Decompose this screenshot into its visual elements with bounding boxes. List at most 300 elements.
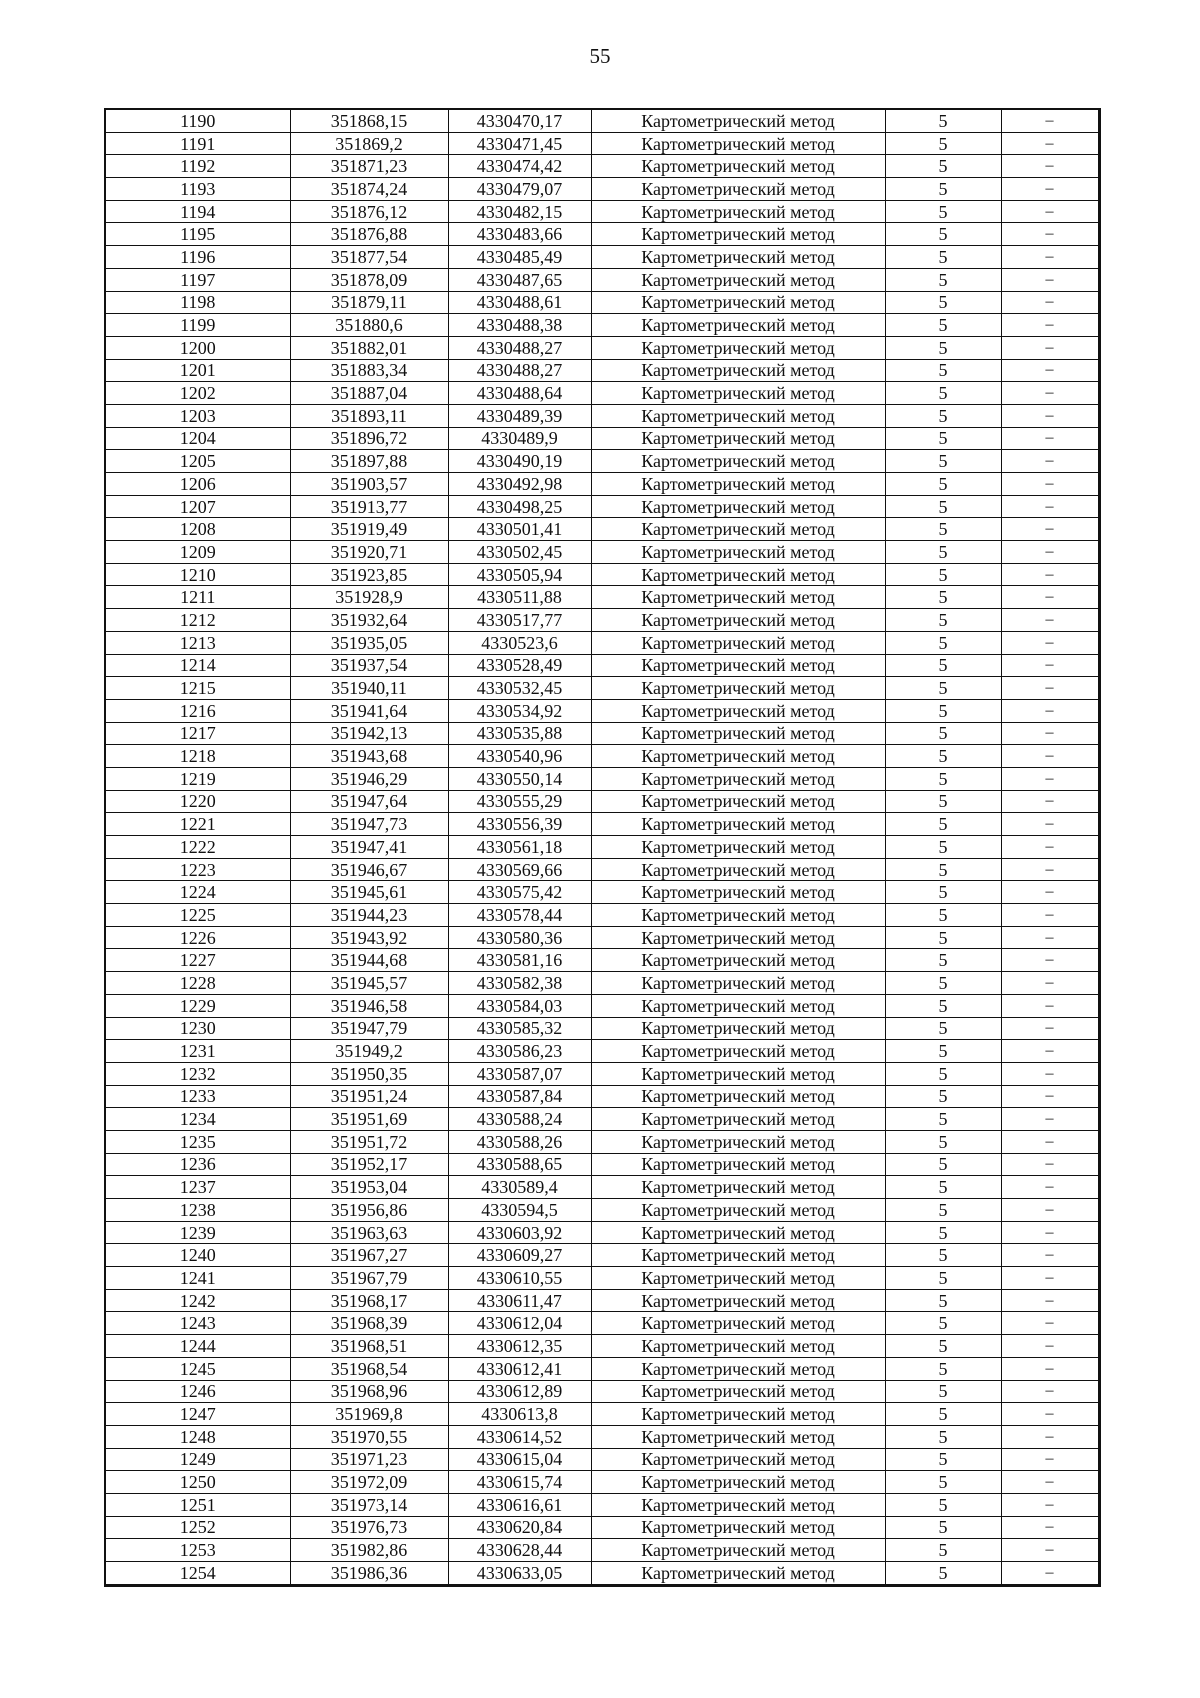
table-row [105, 223, 1099, 246]
note-cell: – [1001, 631, 1099, 654]
note-cell: – [1001, 1357, 1099, 1380]
point-number-cell: 1202 [105, 382, 290, 405]
accuracy-cell: 5 [885, 314, 1001, 337]
y-coordinate-cell: 4330470,17 [448, 109, 591, 132]
x-coordinate-cell: 351893,11 [290, 404, 448, 427]
accuracy-cell: 5 [885, 926, 1001, 949]
table-row [105, 1062, 1099, 1085]
table-row [105, 1153, 1099, 1176]
y-coordinate-cell: 4330528,49 [448, 654, 591, 677]
accuracy-cell: 5 [885, 677, 1001, 700]
point-number-cell: 1205 [105, 450, 290, 473]
accuracy-cell: 5 [885, 1267, 1001, 1290]
note-cell: – [1001, 1108, 1099, 1131]
y-coordinate-cell: 4330578,44 [448, 904, 591, 927]
note-cell: – [1001, 745, 1099, 768]
accuracy-cell: 5 [885, 1085, 1001, 1108]
point-number-cell: 1194 [105, 200, 290, 223]
method-cell: Картометрический метод [591, 200, 885, 223]
method-cell: Картометрический метод [591, 132, 885, 155]
x-coordinate-cell: 351952,17 [290, 1153, 448, 1176]
method-cell: Картометрический метод [591, 518, 885, 541]
y-coordinate-cell: 4330488,38 [448, 314, 591, 337]
x-coordinate-cell: 351951,69 [290, 1108, 448, 1131]
note-cell: – [1001, 1130, 1099, 1153]
method-cell: Картометрический метод [591, 1040, 885, 1063]
x-coordinate-cell: 351947,73 [290, 813, 448, 836]
point-number-cell: 1209 [105, 541, 290, 564]
x-coordinate-cell: 351945,61 [290, 881, 448, 904]
method-cell: Картометрический метод [591, 336, 885, 359]
accuracy-cell: 5 [885, 200, 1001, 223]
point-number-cell: 1241 [105, 1267, 290, 1290]
note-cell: – [1001, 473, 1099, 496]
method-cell: Картометрический метод [591, 1562, 885, 1586]
note-cell: – [1001, 291, 1099, 314]
table-row [105, 1493, 1099, 1516]
table-row [105, 767, 1099, 790]
note-cell: – [1001, 813, 1099, 836]
x-coordinate-cell: 351883,34 [290, 359, 448, 382]
y-coordinate-cell: 4330588,24 [448, 1108, 591, 1131]
point-number-cell: 1220 [105, 790, 290, 813]
method-cell: Картометрический метод [591, 359, 885, 382]
point-number-cell: 1237 [105, 1176, 290, 1199]
accuracy-cell: 5 [885, 1448, 1001, 1471]
note-cell: – [1001, 359, 1099, 382]
table-row [105, 1471, 1099, 1494]
y-coordinate-cell: 4330609,27 [448, 1244, 591, 1267]
note-cell: – [1001, 949, 1099, 972]
table-row [105, 654, 1099, 677]
x-coordinate-cell: 351946,29 [290, 767, 448, 790]
y-coordinate-cell: 4330490,19 [448, 450, 591, 473]
accuracy-cell: 5 [885, 450, 1001, 473]
note-cell: – [1001, 314, 1099, 337]
table-row [105, 1425, 1099, 1448]
y-coordinate-cell: 4330588,26 [448, 1130, 591, 1153]
x-coordinate-cell: 351968,54 [290, 1357, 448, 1380]
y-coordinate-cell: 4330561,18 [448, 836, 591, 859]
x-coordinate-cell: 351968,51 [290, 1335, 448, 1358]
method-cell: Картометрический метод [591, 1108, 885, 1131]
note-cell: – [1001, 836, 1099, 859]
y-coordinate-cell: 4330587,07 [448, 1062, 591, 1085]
table-row [105, 609, 1099, 632]
x-coordinate-cell: 351940,11 [290, 677, 448, 700]
accuracy-cell: 5 [885, 1471, 1001, 1494]
point-number-cell: 1190 [105, 109, 290, 132]
y-coordinate-cell: 4330523,6 [448, 631, 591, 654]
method-cell: Картометрический метод [591, 654, 885, 677]
accuracy-cell: 5 [885, 1108, 1001, 1131]
note-cell: – [1001, 654, 1099, 677]
table-row [105, 926, 1099, 949]
table-row [105, 155, 1099, 178]
note-cell: – [1001, 382, 1099, 405]
method-cell: Картометрический метод [591, 1130, 885, 1153]
y-coordinate-cell: 4330488,61 [448, 291, 591, 314]
method-cell: Картометрический метод [591, 1335, 885, 1358]
x-coordinate-cell: 351923,85 [290, 563, 448, 586]
accuracy-cell: 5 [885, 836, 1001, 859]
note-cell: – [1001, 427, 1099, 450]
accuracy-cell: 5 [885, 631, 1001, 654]
accuracy-cell: 5 [885, 1493, 1001, 1516]
y-coordinate-cell: 4330483,66 [448, 223, 591, 246]
method-cell: Картометрический метод [591, 994, 885, 1017]
note-cell: – [1001, 268, 1099, 291]
table-row [105, 291, 1099, 314]
x-coordinate-cell: 351968,17 [290, 1289, 448, 1312]
y-coordinate-cell: 4330482,15 [448, 200, 591, 223]
note-cell: – [1001, 1176, 1099, 1199]
method-cell: Картометрический метод [591, 109, 885, 132]
y-coordinate-cell: 4330594,5 [448, 1199, 591, 1222]
table-row [105, 1312, 1099, 1335]
coordinates-table [104, 108, 1101, 1587]
accuracy-cell: 5 [885, 563, 1001, 586]
y-coordinate-cell: 4330580,36 [448, 926, 591, 949]
y-coordinate-cell: 4330620,84 [448, 1516, 591, 1539]
y-coordinate-cell: 4330492,98 [448, 473, 591, 496]
y-coordinate-cell: 4330485,49 [448, 246, 591, 269]
x-coordinate-cell: 351968,96 [290, 1380, 448, 1403]
accuracy-cell: 5 [885, 518, 1001, 541]
x-coordinate-cell: 351941,64 [290, 699, 448, 722]
accuracy-cell: 5 [885, 904, 1001, 927]
point-number-cell: 1204 [105, 427, 290, 450]
point-number-cell: 1192 [105, 155, 290, 178]
accuracy-cell: 5 [885, 1244, 1001, 1267]
table-row [105, 858, 1099, 881]
table-row [105, 178, 1099, 201]
table-row [105, 314, 1099, 337]
method-cell: Картометрический метод [591, 155, 885, 178]
x-coordinate-cell: 351971,23 [290, 1448, 448, 1471]
method-cell: Картометрический метод [591, 1425, 885, 1448]
x-coordinate-cell: 351943,92 [290, 926, 448, 949]
accuracy-cell: 5 [885, 1130, 1001, 1153]
method-cell: Картометрический метод [591, 541, 885, 564]
method-cell: Картометрический метод [591, 836, 885, 859]
note-cell: – [1001, 972, 1099, 995]
y-coordinate-cell: 4330502,45 [448, 541, 591, 564]
table-row [105, 518, 1099, 541]
table-row [105, 836, 1099, 859]
x-coordinate-cell: 351928,9 [290, 586, 448, 609]
note-cell: – [1001, 767, 1099, 790]
point-number-cell: 1208 [105, 518, 290, 541]
note-cell: – [1001, 541, 1099, 564]
note-cell: – [1001, 1471, 1099, 1494]
x-coordinate-cell: 351982,86 [290, 1539, 448, 1562]
method-cell: Картометрический метод [591, 473, 885, 496]
point-number-cell: 1224 [105, 881, 290, 904]
table-row [105, 1562, 1099, 1586]
accuracy-cell: 5 [885, 246, 1001, 269]
table-row [105, 1176, 1099, 1199]
x-coordinate-cell: 351876,12 [290, 200, 448, 223]
table-row [105, 949, 1099, 972]
table-row [105, 813, 1099, 836]
x-coordinate-cell: 351896,72 [290, 427, 448, 450]
note-cell: – [1001, 1040, 1099, 1063]
point-number-cell: 1196 [105, 246, 290, 269]
x-coordinate-cell: 351897,88 [290, 450, 448, 473]
method-cell: Картометрический метод [591, 1312, 885, 1335]
note-cell: – [1001, 609, 1099, 632]
table-row [105, 631, 1099, 654]
point-number-cell: 1199 [105, 314, 290, 337]
note-cell: – [1001, 858, 1099, 881]
method-cell: Картометрический метод [591, 1062, 885, 1085]
method-cell: Картометрический метод [591, 1244, 885, 1267]
method-cell: Картометрический метод [591, 699, 885, 722]
point-number-cell: 1229 [105, 994, 290, 1017]
point-number-cell: 1200 [105, 336, 290, 359]
note-cell: – [1001, 563, 1099, 586]
method-cell: Картометрический метод [591, 1267, 885, 1290]
method-cell: Картометрический метод [591, 972, 885, 995]
point-number-cell: 1253 [105, 1539, 290, 1562]
x-coordinate-cell: 351947,41 [290, 836, 448, 859]
accuracy-cell: 5 [885, 1539, 1001, 1562]
method-cell: Картометрический метод [591, 1448, 885, 1471]
point-number-cell: 1198 [105, 291, 290, 314]
accuracy-cell: 5 [885, 1380, 1001, 1403]
method-cell: Картометрический метод [591, 314, 885, 337]
x-coordinate-cell: 351880,6 [290, 314, 448, 337]
accuracy-cell: 5 [885, 1516, 1001, 1539]
point-number-cell: 1248 [105, 1425, 290, 1448]
y-coordinate-cell: 4330611,47 [448, 1289, 591, 1312]
table-row [105, 563, 1099, 586]
method-cell: Картометрический метод [591, 1199, 885, 1222]
point-number-cell: 1251 [105, 1493, 290, 1516]
note-cell: – [1001, 677, 1099, 700]
point-number-cell: 1247 [105, 1403, 290, 1426]
x-coordinate-cell: 351950,35 [290, 1062, 448, 1085]
x-coordinate-cell: 351968,39 [290, 1312, 448, 1335]
method-cell: Картометрический метод [591, 404, 885, 427]
y-coordinate-cell: 4330488,27 [448, 336, 591, 359]
table-row [105, 541, 1099, 564]
y-coordinate-cell: 4330569,66 [448, 858, 591, 881]
point-number-cell: 1254 [105, 1562, 290, 1586]
x-coordinate-cell: 351876,88 [290, 223, 448, 246]
method-cell: Картометрический метод [591, 1357, 885, 1380]
x-coordinate-cell: 351986,36 [290, 1562, 448, 1586]
note-cell: – [1001, 518, 1099, 541]
x-coordinate-cell: 351944,68 [290, 949, 448, 972]
point-number-cell: 1233 [105, 1085, 290, 1108]
table-row [105, 1221, 1099, 1244]
point-number-cell: 1250 [105, 1471, 290, 1494]
y-coordinate-cell: 4330532,45 [448, 677, 591, 700]
table-row [105, 359, 1099, 382]
point-number-cell: 1210 [105, 563, 290, 586]
x-coordinate-cell: 351879,11 [290, 291, 448, 314]
accuracy-cell: 5 [885, 178, 1001, 201]
method-cell: Картометрический метод [591, 813, 885, 836]
y-coordinate-cell: 4330505,94 [448, 563, 591, 586]
y-coordinate-cell: 4330540,96 [448, 745, 591, 768]
x-coordinate-cell: 351878,09 [290, 268, 448, 291]
y-coordinate-cell: 4330488,64 [448, 382, 591, 405]
point-number-cell: 1232 [105, 1062, 290, 1085]
accuracy-cell: 5 [885, 609, 1001, 632]
note-cell: – [1001, 1425, 1099, 1448]
accuracy-cell: 5 [885, 745, 1001, 768]
note-cell: – [1001, 1380, 1099, 1403]
table-row [105, 881, 1099, 904]
table-row [105, 745, 1099, 768]
method-cell: Картометрический метод [591, 1516, 885, 1539]
table-row [105, 450, 1099, 473]
x-coordinate-cell: 351949,2 [290, 1040, 448, 1063]
x-coordinate-cell: 351869,2 [290, 132, 448, 155]
method-cell: Картометрический метод [591, 246, 885, 269]
accuracy-cell: 5 [885, 1040, 1001, 1063]
method-cell: Картометрический метод [591, 1471, 885, 1494]
table-row [105, 336, 1099, 359]
note-cell: – [1001, 495, 1099, 518]
x-coordinate-cell: 351946,58 [290, 994, 448, 1017]
accuracy-cell: 5 [885, 1153, 1001, 1176]
note-cell: – [1001, 790, 1099, 813]
table-row [105, 1380, 1099, 1403]
point-number-cell: 1201 [105, 359, 290, 382]
point-number-cell: 1218 [105, 745, 290, 768]
accuracy-cell: 5 [885, 427, 1001, 450]
point-number-cell: 1214 [105, 654, 290, 677]
y-coordinate-cell: 4330487,65 [448, 268, 591, 291]
x-coordinate-cell: 351967,79 [290, 1267, 448, 1290]
y-coordinate-cell: 4330616,61 [448, 1493, 591, 1516]
note-cell: – [1001, 132, 1099, 155]
note-cell: – [1001, 1199, 1099, 1222]
point-number-cell: 1221 [105, 813, 290, 836]
method-cell: Картометрический метод [591, 563, 885, 586]
method-cell: Картометрический метод [591, 1176, 885, 1199]
method-cell: Картометрический метод [591, 1493, 885, 1516]
table-row [105, 473, 1099, 496]
method-cell: Картометрический метод [591, 926, 885, 949]
method-cell: Картометрический метод [591, 881, 885, 904]
accuracy-cell: 5 [885, 495, 1001, 518]
method-cell: Картометрический метод [591, 586, 885, 609]
method-cell: Картометрический метод [591, 745, 885, 768]
point-number-cell: 1225 [105, 904, 290, 927]
accuracy-cell: 5 [885, 336, 1001, 359]
x-coordinate-cell: 351877,54 [290, 246, 448, 269]
method-cell: Картометрический метод [591, 495, 885, 518]
y-coordinate-cell: 4330575,42 [448, 881, 591, 904]
y-coordinate-cell: 4330615,04 [448, 1448, 591, 1471]
y-coordinate-cell: 4330501,41 [448, 518, 591, 541]
accuracy-cell: 5 [885, 1062, 1001, 1085]
accuracy-cell: 5 [885, 767, 1001, 790]
accuracy-cell: 5 [885, 1425, 1001, 1448]
method-cell: Картометрический метод [591, 1153, 885, 1176]
note-cell: – [1001, 904, 1099, 927]
table-row [105, 132, 1099, 155]
point-number-cell: 1245 [105, 1357, 290, 1380]
method-cell: Картометрический метод [591, 949, 885, 972]
point-number-cell: 1231 [105, 1040, 290, 1063]
table-row [105, 1040, 1099, 1063]
point-number-cell: 1238 [105, 1199, 290, 1222]
x-coordinate-cell: 351932,64 [290, 609, 448, 632]
point-number-cell: 1228 [105, 972, 290, 995]
x-coordinate-cell: 351969,8 [290, 1403, 448, 1426]
note-cell: – [1001, 450, 1099, 473]
x-coordinate-cell: 351947,79 [290, 1017, 448, 1040]
y-coordinate-cell: 4330584,03 [448, 994, 591, 1017]
point-number-cell: 1222 [105, 836, 290, 859]
note-cell: – [1001, 246, 1099, 269]
point-number-cell: 1244 [105, 1335, 290, 1358]
y-coordinate-cell: 4330585,32 [448, 1017, 591, 1040]
accuracy-cell: 5 [885, 473, 1001, 496]
y-coordinate-cell: 4330498,25 [448, 495, 591, 518]
note-cell: – [1001, 1312, 1099, 1335]
point-number-cell: 1246 [105, 1380, 290, 1403]
note-cell: – [1001, 1403, 1099, 1426]
table-body [105, 109, 1099, 1585]
accuracy-cell: 5 [885, 1289, 1001, 1312]
accuracy-cell: 5 [885, 858, 1001, 881]
method-cell: Картометрический метод [591, 1380, 885, 1403]
accuracy-cell: 5 [885, 813, 1001, 836]
x-coordinate-cell: 351972,09 [290, 1471, 448, 1494]
point-number-cell: 1227 [105, 949, 290, 972]
y-coordinate-cell: 4330633,05 [448, 1562, 591, 1586]
method-cell: Картометрический метод [591, 1221, 885, 1244]
note-cell: – [1001, 1153, 1099, 1176]
note-cell: – [1001, 926, 1099, 949]
method-cell: Картометрический метод [591, 1403, 885, 1426]
table-row [105, 1403, 1099, 1426]
note-cell: – [1001, 722, 1099, 745]
accuracy-cell: 5 [885, 132, 1001, 155]
method-cell: Картометрический метод [591, 1017, 885, 1040]
method-cell: Картометрический метод [591, 1085, 885, 1108]
note-cell: – [1001, 1448, 1099, 1471]
x-coordinate-cell: 351871,23 [290, 155, 448, 178]
method-cell: Картометрический метод [591, 1539, 885, 1562]
y-coordinate-cell: 4330550,14 [448, 767, 591, 790]
accuracy-cell: 5 [885, 382, 1001, 405]
accuracy-cell: 5 [885, 404, 1001, 427]
accuracy-cell: 5 [885, 1176, 1001, 1199]
x-coordinate-cell: 351935,05 [290, 631, 448, 654]
method-cell: Картометрический метод [591, 427, 885, 450]
accuracy-cell: 5 [885, 1357, 1001, 1380]
point-number-cell: 1226 [105, 926, 290, 949]
point-number-cell: 1203 [105, 404, 290, 427]
point-number-cell: 1216 [105, 699, 290, 722]
note-cell: – [1001, 404, 1099, 427]
y-coordinate-cell: 4330474,42 [448, 155, 591, 178]
method-cell: Картометрический метод [591, 268, 885, 291]
method-cell: Картометрический метод [591, 223, 885, 246]
x-coordinate-cell: 351943,68 [290, 745, 448, 768]
table-row [105, 1267, 1099, 1290]
table-row [105, 994, 1099, 1017]
table-row [105, 790, 1099, 813]
